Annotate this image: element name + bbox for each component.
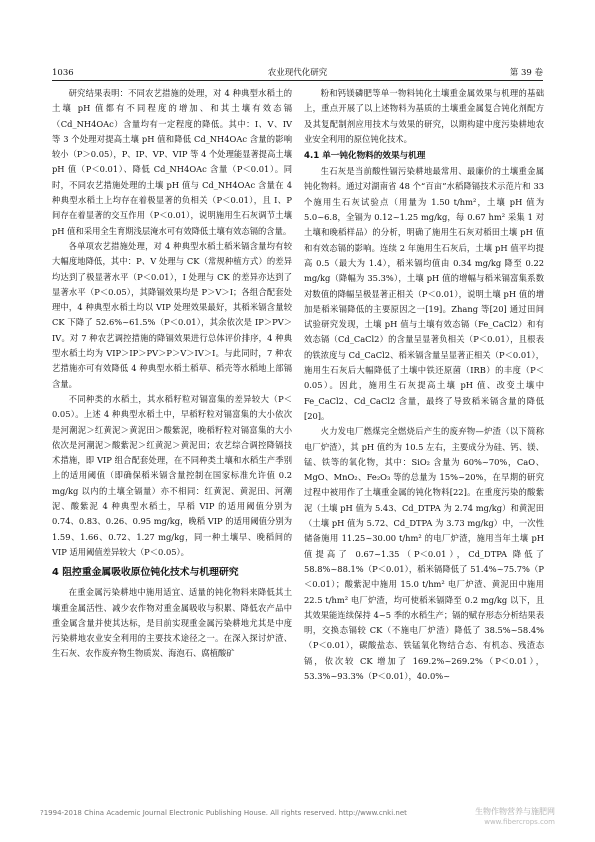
watermark-text: 生物作物营养与施肥网 (475, 807, 555, 816)
page-number: 1036 (52, 68, 74, 78)
body-paragraph: 各单项农艺措施处理，对 4 种典型水稻土稻米镉含量均有较大幅度地降低，其中：P、V 处理与 CK（常规种植方式）的差异均达到了极显著水平（P＜0.01），I 处理与 CK 的差异亦达到了显著水平（P＜0.05），其降镉效果均是 P＞V＞I；各组合配套处理中，4 种典型水稻土均以 VIP 处理效果最好，其稻米镉含量较 CK 下降了 52.6%~61.5%（P＜0.01），其余依次是 IP＞PV＞IV。对 7 种农艺调控措施的降镉效果进行总体评价排序，4 种典型水稻土均为 VIP＞IP＞PV＞P＞V＞IV＞I。与此同时，7 种农艺措施亦可有效降低 4 种典型水稻土稻草、稻壳等水稻地上部镉含量。 (52, 240, 292, 389)
watermark (475, 807, 555, 827)
body-paragraph: 研究结果表明：不同农艺措施的处理，对 4 种典型水稻土的土壤 pH 值都有不同程度的增加、和其土壤有效态镉（Cd_NH4OAc）含量均有一定程度的降低。其中：I、V、IV 等 3 个处理对提高土壤 pH 值和降低 Cd_NH4OAc 含量的影响较小（P＞0.05），P、IP、VP、VIP 等 4 个处理能显著提高土壤 pH 值（P＜0.01）、降低 Cd_NH4OAc 含量（P＜0.01）。同时，不同农艺措施处理的土壤 pH 值与 Cd_NH4OAc 含量在 4 种典型水稻土上均存在着极显著的负相关（P＜0.01），且 I、P 间存在着显著的交互作用（P＜0.01），说明施用生石灰调节土壤 pH 值和采用全生育期浅层淹水可有效降低土壤有效态镉的含量。 (52, 88, 292, 236)
body-paragraph: 粉和钙镁磷肥等单一物料钝化土壤重金属效果与机理的基础上，重点开展了以上述物料为基质的土壤重金属复合钝化剂配方及其复配制剂应用技术与效果的研究，以期构建中度污染耕地农业安全利用的原位钝化技术。 (304, 88, 544, 144)
body-paragraph: 不同种类的水稻土，其水稻籽粒对镉富集的差异较大（P＜0.05）。上述 4 种典型水稻土中，早稻籽粒对镉富集的大小依次是河潮泥＞红黄泥＞黄泥田＞酸紫泥，晚稻籽粒对镉富集的大小依次是河潮泥＞酸紫泥＞红黄泥＞黄泥田；农艺综合调控降镉技术措施，即 VIP 组合配套处理，在不同种类土壤和水稻生产季别上的适用阈值（即确保稻米镉含量控制在国家标准允许值 0.2 mg/kg 以内的土壤全镉量）亦不相同：红黄泥、黄泥田、河潮泥、酸紫泥 4 种典型水稻土，早稻 VIP 的适用阈值分别为 0.74、0.83、0.26、0.95 mg/kg，晚稻 VIP 的适用阈值分别为 1.59、1.66、0.72、1.27 mg/kg，同一种土壤早、晚稻间的 VIP 适用阈值差异较大（P＜0.05）。 (52, 393, 292, 557)
left-column (52, 86, 292, 662)
volume-number: 第 39 卷 (509, 68, 543, 78)
subsection-heading: 4.1 单一钝化物料的效果与机理 (304, 151, 426, 162)
body-paragraph: 生石灰是当前酸性镉污染耕地最常用、最廉价的土壤重金属钝化物料。通过对湖南省 48 个“百亩”水稻降镉技术示范片和 33 个施用生石灰试验点（用量为 1.50 t/hm²，土壤 pH 值为 5.0~6.8，全镉为 0.12~1.25 mg/kg，每 0.67 hm² 采集 1 对土壤和晚稻样品）的分析，明确了施用生石灰对稻田土壤 pH 值和有效态镉的影响。连续 2 年施用生石灰后，土壤 pH 值平均提高 0.5（最大为 1.4），稻米镉均值由 0.34 mg/kg 降至 0.22 mg/kg（降幅为 35.3%），土壤 pH 值的增幅与稻米镉富集系数对数值的降幅呈极显著正相关（P＜0.01），说明土壤 pH 值的增加是稻米镉降低的主要原因之一[19]。Zhang 等[20] 通过田间试验研究发现，土壤 pH 值与土壤有效态镉（Fe_CaCl2）和有效态镉（Cd_CaCl2）的含量呈显著负相关（P＜0.01），且根表的铁浓度与 Cd_CaCl2、稻米镉含量呈显著正相关（P＜0.01），施用生石灰后大幅降低了土壤中铁还原菌（IRB）的丰度（P＜0.05）。因此，施用生石灰提高土壤 pH 值、改变土壤中 Fe_CaCl2、Cd_CaCl2 含量，最终了导致稻米镉含量的降低[20]。 (304, 166, 544, 421)
body-paragraph: 火力发电厂燃煤完全燃烧后产生的废弃物—炉渣（以下简称电厂炉渣），其 pH 值约为 10.5 左右，主要成分为硅、钙、镁、锰、铁等的氧化物，其中：SiO₂ 含量为 60%~70%，CaO、MgO、MnO₂、Fe₂O₃ 等的总量为 15%~20%，在早期的研究过程中被用作了土壤重金属的钝化物料[22]。在重度污染的酸紫泥（土壤 pH 值为 5.43、Cd_DTPA 为 2.74 mg/kg）和黄泥田（土壤 pH 值为 5.72、Cd_DTPA 为 3.73 mg/kg）中，一次性储备施用 11.25~30.00 t/hm² 的电厂炉渣，施用当年土壤 pH 值提高了 0.67~1.35（P＜0.01），Cd_DTPA 降低了 58.8%~88.1%（P＜0.01），稻米镉降低了 51.4%~75.7%（P＜0.01）；酸紫泥中施用 15.0 t/hm² 电厂炉渣、黄泥田中施用 22.5 t/hm² 电厂炉渣，均可使稻米镉降至 0.2 mg/kg 以下，且其效果能连续保持 4~5 季的水稻生产；镉的赋存形态分析结果表明，交换态镉较 CK（不施电厂炉渣）降低了 38.5%~58.4%（P＜0.01），碳酸盐态、铁锰氧化物结合态、有机态、残渣态镉，依次较 CK 增加了 169.2%~269.2%（P＜0.01），53.3%~93.3%（P＜0.01），40.0%~ (304, 426, 544, 681)
running-header (52, 66, 543, 81)
journal-title: 农业现代化研究 (267, 68, 328, 78)
body-paragraph: 在重金属污染耕地中施用适宜、适量的钝化物料来降低其土壤重金属活性、减少农作物对重金属吸收与积累、降低农产品中重金属含量并使其达标，是目前实现重金属污染耕地尤其是中度污染耕地农业安全利用的主要技术途径之一。在深入探讨炉渣、生石灰、农作废弃物生物质炭、海泡石、腐植酸矿 (52, 587, 292, 659)
section-heading: 4 阻控重金属吸收原位钝化技术与机理研究 (52, 567, 239, 579)
watermark-url: www.fibercrops.com (484, 818, 555, 826)
copyright-notice: ?1994-2018 China Academic Journal Electronic Publishing House. All rights reserved. http://www.cnki.net (40, 809, 407, 817)
right-column (304, 86, 544, 684)
